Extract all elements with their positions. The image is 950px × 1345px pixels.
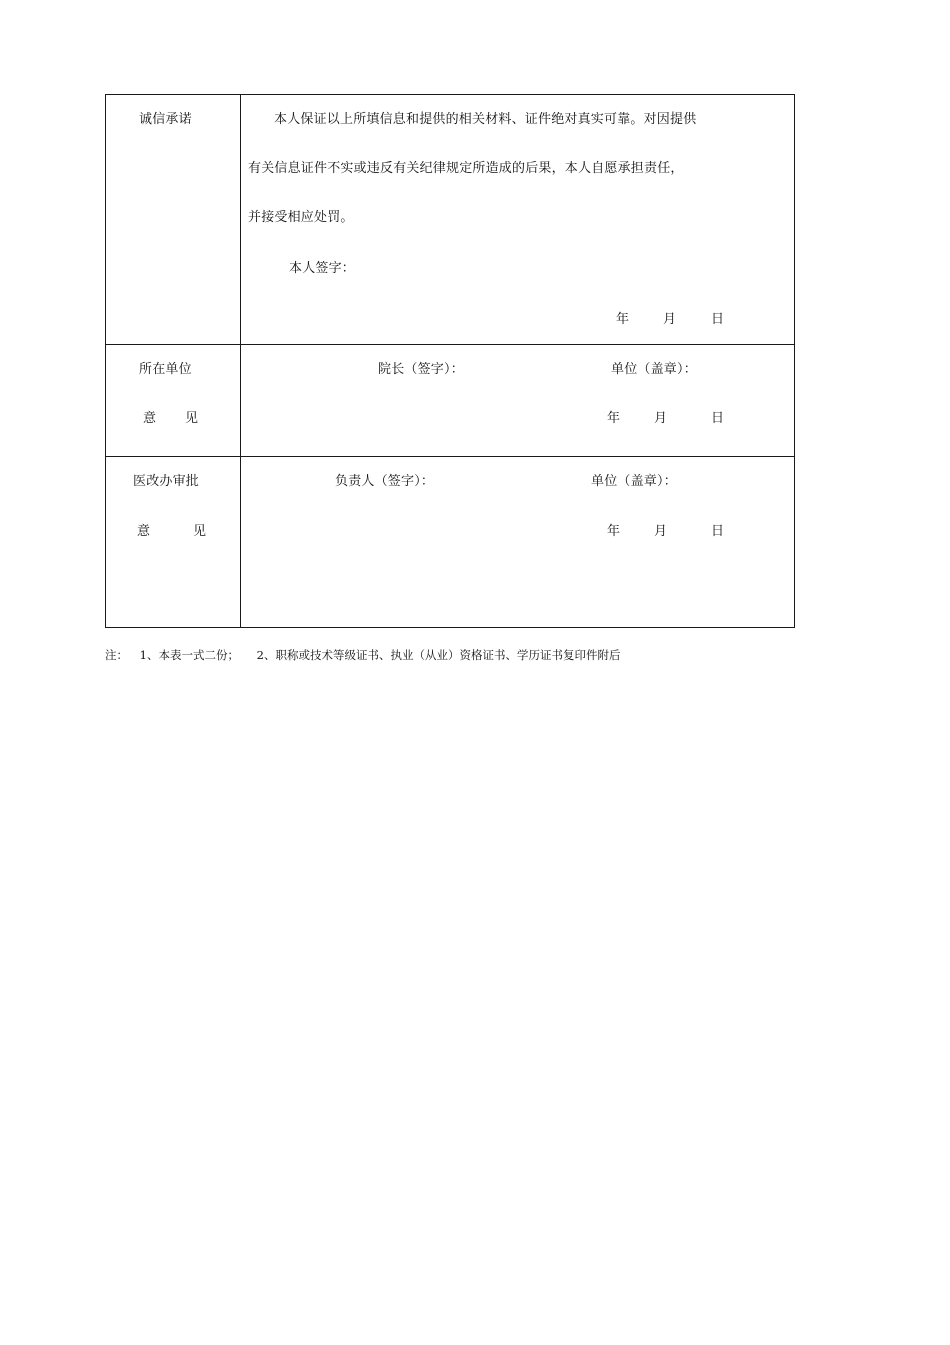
pledge-line-3: 并接受相应处罚。 [248,210,354,225]
pledge-line-2: 有关信息证件不实或违反有关纪律规定所造成的后果，本人自愿承担责任， [248,161,684,176]
footnote-item-2: 2、职称或技术等级证书、执业（从业）资格证书、学历证书复印件附后 [256,648,621,662]
footnote [105,648,620,662]
footnote-item-1: 1、本表一式二份； [139,648,239,662]
date-day: 日 [711,411,725,426]
date-day: 日 [711,524,725,539]
date-year: 年 [607,524,621,539]
column-divider [240,95,241,627]
date-year: 年 [607,411,621,426]
head-signature-label: 负责人（签字）： [335,474,435,489]
row-divider [106,456,794,457]
dean-signature-label: 院长（签字）： [378,362,464,377]
opinion-char-2: 见 [185,411,199,426]
opinion-char-1: 意 [137,524,151,539]
reform-office-label: 医改办审批 [133,474,200,489]
opinion-char-2: 见 [193,524,207,539]
signature-label: 本人签字： [289,261,356,276]
date-month: 月 [654,411,668,426]
footnote-prefix: 注： [105,648,128,662]
date-month: 月 [654,524,668,539]
integrity-label: 诚信承诺 [139,112,192,127]
unit-seal-label: 单位（盖章）： [591,474,677,489]
date-day: 日 [711,312,725,327]
row-divider [106,344,794,345]
approval-form-table [105,94,795,628]
date-year: 年 [616,312,630,327]
pledge-line-1: 本人保证以上所填信息和提供的相关材料、证件绝对真实可靠。对因提供 [274,112,697,127]
date-month: 月 [663,312,677,327]
unit-opinion-label: 所在单位 [139,362,192,377]
opinion-char-1: 意 [143,411,157,426]
unit-seal-label: 单位（盖章）： [611,362,697,377]
